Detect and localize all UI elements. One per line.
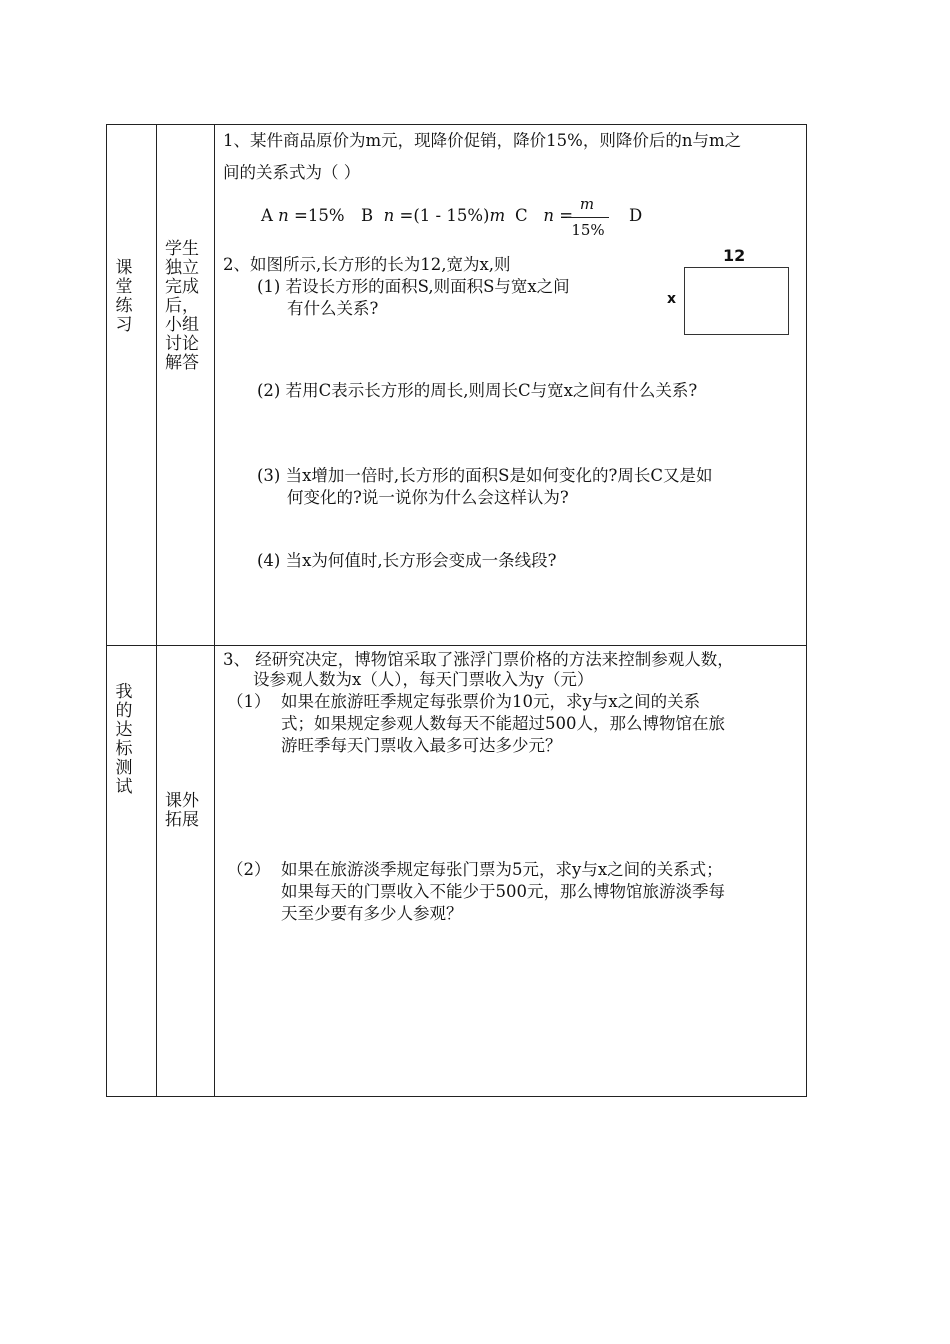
q3-part2-line1: 如果在旅游淡季规定每张门票为5元，求y与x之间的关系式； [281,860,723,879]
rectangle-figure [684,267,789,335]
q1-option-c-denominator: 15% [571,221,605,239]
q2-part3-line1: (3) 当x增加一倍时,长方形的面积S是如何变化的?周长C又是如 [257,466,713,485]
q1-option-b: B n =(1 - 15%)m [361,206,506,225]
section-method-extension: 课外拓展 [165,791,199,830]
section-label-test: 我的达标测试 [115,682,133,797]
q3-part1-number: （1） [227,692,271,711]
column-divider [214,125,215,1096]
q1-option-a: A n =15% [261,206,345,225]
q3-part2-number: （2） [227,860,271,879]
q2-part4: (4) 当x为何值时,长方形会变成一条线段? [257,551,557,570]
q2-stem: 2、如图所示,长方形的长为12,宽为x,则 [223,255,511,274]
q3-part1-line3: 游旺季每天门票收入最多可达多少元？ [281,736,562,755]
column-divider [156,125,157,1096]
worksheet-table [106,124,807,1097]
q1-option-c-label: C n = [515,206,574,225]
q1-line2: 间的关系式为（ ） [223,163,361,182]
q3-part2-line2: 如果每天的门票收入不能少于500元，那么博物馆旅游淡季每 [281,882,725,901]
q2-part3-line2: 何变化的?说一说你为什么会这样认为? [287,488,569,507]
fraction-bar [567,217,609,218]
figure-width-label: x [667,291,677,307]
q1-option-d: D [629,206,643,225]
q2-part1-line1: (1) 若设长方形的面积S,则面积S与宽x之间 [257,277,570,296]
q1-line1: 1、某件商品原价为m元，现降价促销，降价15%，则降价后的n与m之 [223,131,742,150]
section-method-practice: 学生独立完成后，小组讨论解答 [165,239,199,373]
q3-stem-line1: 3、 经研究决定，博物馆采取了涨浮门票价格的方法来控制参观人数， [223,650,734,669]
q2-part2: (2) 若用C表示长方形的周长,则周长C与宽x之间有什么关系? [257,381,698,400]
q3-part1-line1: 如果在旅游旺季规定每张票价为10元，求y与x之间的关系 [281,692,701,711]
q3-part2-line3: 天至少要有多少人参观？ [281,904,463,923]
q3-stem-line2: 设参观人数为x（人），每天门票收入为y（元） [253,670,594,689]
section-label-practice: 课堂练习 [115,258,133,335]
q1-option-c-numerator: m [579,195,595,213]
q2-part1-line2: 有什么关系? [287,299,379,318]
q3-part1-line2: 式；如果规定参观人数每天不能超过500人，那么博物馆在旅 [281,714,725,733]
figure-length-label: 12 [723,246,746,265]
